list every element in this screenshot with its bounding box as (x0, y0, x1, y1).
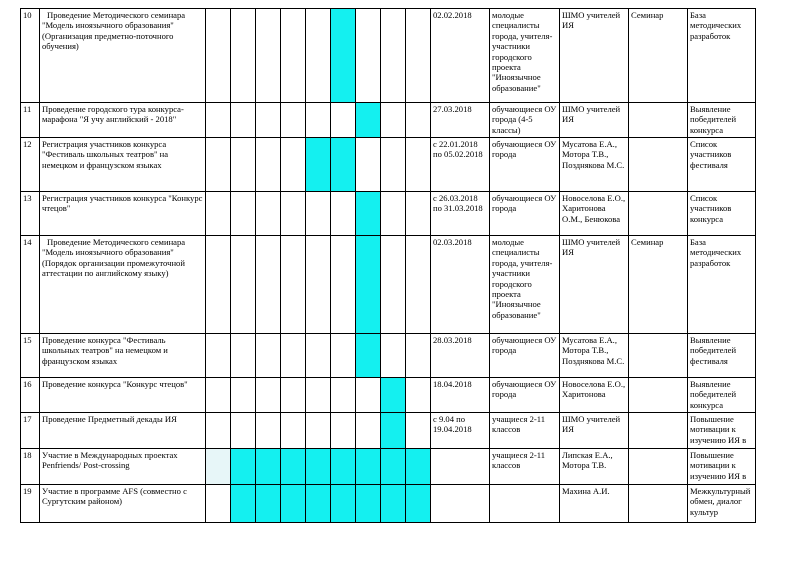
month-cell-4 (281, 9, 306, 103)
month-cell-1 (206, 485, 231, 523)
month-cell-9 (406, 378, 431, 413)
event-date: с 22.01.2018 по 05.02.2018 (431, 138, 490, 192)
event-responsible: Махина А.И. (560, 485, 629, 523)
event-name: Проведение конкурса "Фестиваль школьных театров" на немецком и французском языках (40, 334, 206, 378)
month-cell-7 (356, 485, 381, 523)
month-cell-6 (331, 192, 356, 236)
event-responsible: ШМО учителей ИЯ (560, 9, 629, 103)
month-cell-5 (306, 413, 331, 449)
month-cell-3 (256, 9, 281, 103)
event-form (629, 192, 688, 236)
month-cell-7 (356, 236, 381, 334)
event-result: Список участников конкурса (688, 192, 756, 236)
month-cell-7 (356, 103, 381, 138)
event-participants: молодые специалисты города, учителя-участники городского проекта "Иноязычное образование" (490, 9, 560, 103)
month-cell-3 (256, 138, 281, 192)
month-cell-9 (406, 192, 431, 236)
month-cell-3 (256, 103, 281, 138)
month-cell-4 (281, 334, 306, 378)
event-name: Проведение городского тура конкурса-марафона "Я учу английский - 2018" (40, 103, 206, 138)
month-cell-2 (231, 413, 256, 449)
month-cell-2 (231, 334, 256, 378)
event-participants: обучающиеся ОУ города (4-5 классы) (490, 103, 560, 138)
month-cell-2 (231, 103, 256, 138)
event-date (431, 449, 490, 485)
event-date: 18.04.2018 (431, 378, 490, 413)
event-result: База методических разработок (688, 236, 756, 334)
row-number: 17 (21, 413, 40, 449)
event-participants (490, 485, 560, 523)
month-cell-8 (381, 236, 406, 334)
month-cell-2 (231, 378, 256, 413)
event-result: Выявление победителей конкурса (688, 103, 756, 138)
month-cell-9 (406, 9, 431, 103)
month-cell-3 (256, 485, 281, 523)
month-cell-3 (256, 378, 281, 413)
month-cell-5 (306, 236, 331, 334)
event-form (629, 485, 688, 523)
month-cell-1 (206, 9, 231, 103)
month-cell-1 (206, 192, 231, 236)
event-result: Межкультурный обмен, диалог культур (688, 485, 756, 523)
event-name: Участие в Международных проектах Penfriends/ Post-crossing (40, 449, 206, 485)
month-cell-1 (206, 236, 231, 334)
month-cell-4 (281, 413, 306, 449)
month-cell-5 (306, 449, 331, 485)
event-date: 02.03.2018 (431, 236, 490, 334)
month-cell-7 (356, 138, 381, 192)
event-participants: обучающиеся ОУ города (490, 334, 560, 378)
event-form (629, 334, 688, 378)
event-participants: учащиеся 2-11 классов (490, 449, 560, 485)
event-date: 02.02.2018 (431, 9, 490, 103)
event-responsible: ШМО учителей ИЯ (560, 236, 629, 334)
month-cell-6 (331, 236, 356, 334)
month-cell-2 (231, 485, 256, 523)
event-result: Повышение мотивации к изучению ИЯ в (688, 449, 756, 485)
row-number: 12 (21, 138, 40, 192)
event-result: Список участников фестиваля (688, 138, 756, 192)
event-name: Проведение Методического семинара "Модель иноязычного образования" (Порядок организации промежуточной аттестации по английскому языку) (40, 236, 206, 334)
event-date (431, 485, 490, 523)
month-cell-2 (231, 9, 256, 103)
month-cell-4 (281, 485, 306, 523)
month-cell-1 (206, 138, 231, 192)
month-cell-4 (281, 138, 306, 192)
row-number: 14 (21, 236, 40, 334)
month-cell-8 (381, 449, 406, 485)
table-row (21, 9, 756, 103)
month-cell-4 (281, 236, 306, 334)
row-number: 11 (21, 103, 40, 138)
event-form (629, 449, 688, 485)
table-row (21, 103, 756, 138)
event-result: Повышение мотивации к изучению ИЯ в (688, 413, 756, 449)
table-row (21, 192, 756, 236)
month-cell-7 (356, 413, 381, 449)
event-form (629, 138, 688, 192)
month-cell-5 (306, 378, 331, 413)
table-row (21, 485, 756, 523)
event-responsible: Новоселова Е.О., Харитонова О.М., Бенюкова (560, 192, 629, 236)
row-number: 10 (21, 9, 40, 103)
event-form: Семинар (629, 9, 688, 103)
month-cell-3 (256, 192, 281, 236)
month-cell-1 (206, 378, 231, 413)
month-cell-7 (356, 334, 381, 378)
table-body (21, 9, 756, 523)
month-cell-5 (306, 485, 331, 523)
month-cell-5 (306, 192, 331, 236)
month-cell-1 (206, 413, 231, 449)
event-participants: обучающиеся ОУ города (490, 192, 560, 236)
event-participants: обучающиеся ОУ города (490, 138, 560, 192)
row-number: 19 (21, 485, 40, 523)
month-cell-9 (406, 334, 431, 378)
month-cell-6 (331, 449, 356, 485)
row-number: 15 (21, 334, 40, 378)
month-cell-3 (256, 236, 281, 334)
month-cell-7 (356, 9, 381, 103)
month-cell-2 (231, 192, 256, 236)
month-cell-6 (331, 485, 356, 523)
month-cell-5 (306, 103, 331, 138)
month-cell-8 (381, 378, 406, 413)
table-row (21, 378, 756, 413)
event-responsible: Новоселова Е.О., Харитонова (560, 378, 629, 413)
month-cell-9 (406, 103, 431, 138)
event-form (629, 103, 688, 138)
event-form (629, 378, 688, 413)
month-cell-8 (381, 192, 406, 236)
event-date: 27.03.2018 (431, 103, 490, 138)
event-result: База методических разработок (688, 9, 756, 103)
table-row (21, 236, 756, 334)
month-cell-3 (256, 413, 281, 449)
event-name: Участие в программе AFS (совместно с Сургутским районом) (40, 485, 206, 523)
event-responsible: Мусатова Е.А., Мотора Т.В., Позднякова М.С. (560, 138, 629, 192)
month-cell-1 (206, 103, 231, 138)
month-cell-9 (406, 449, 431, 485)
month-cell-8 (381, 103, 406, 138)
month-cell-4 (281, 103, 306, 138)
event-form (629, 413, 688, 449)
month-cell-2 (231, 449, 256, 485)
month-cell-8 (381, 138, 406, 192)
event-participants: молодые специалисты города, учителя-участники городского проекта "Иноязычное образование" (490, 236, 560, 334)
event-name: Регистрация участников конкурса "Конкурс чтецов" (40, 192, 206, 236)
event-form: Семинар (629, 236, 688, 334)
month-cell-9 (406, 138, 431, 192)
month-cell-7 (356, 378, 381, 413)
month-cell-4 (281, 192, 306, 236)
month-cell-9 (406, 485, 431, 523)
month-cell-2 (231, 236, 256, 334)
month-cell-8 (381, 334, 406, 378)
month-cell-8 (381, 485, 406, 523)
event-responsible: Липская Е.А., Мотора Т.В. (560, 449, 629, 485)
event-responsible: ШМО учителей ИЯ (560, 103, 629, 138)
month-cell-3 (256, 334, 281, 378)
month-cell-5 (306, 334, 331, 378)
event-plan-table (20, 8, 756, 523)
month-cell-5 (306, 9, 331, 103)
month-cell-1 (206, 449, 231, 485)
month-cell-1 (206, 334, 231, 378)
month-cell-7 (356, 192, 381, 236)
event-date: 28.03.2018 (431, 334, 490, 378)
month-cell-6 (331, 138, 356, 192)
month-cell-4 (281, 378, 306, 413)
event-date: с 9.04 по 19.04.2018 (431, 413, 490, 449)
event-result: Выявление победителей конкурса (688, 378, 756, 413)
event-name: Регистрация участников конкурса "Фестиваль школьных театров" на немецком и французском языках (40, 138, 206, 192)
month-cell-6 (331, 413, 356, 449)
month-cell-4 (281, 449, 306, 485)
event-date: с 26.03.2018 по 31.03.2018 (431, 192, 490, 236)
table-row (21, 413, 756, 449)
month-cell-2 (231, 138, 256, 192)
table-row (21, 449, 756, 485)
row-number: 18 (21, 449, 40, 485)
row-number: 16 (21, 378, 40, 413)
table-row (21, 334, 756, 378)
month-cell-6 (331, 103, 356, 138)
row-number: 13 (21, 192, 40, 236)
event-name: Проведение Предметный декады ИЯ (40, 413, 206, 449)
month-cell-6 (331, 378, 356, 413)
event-participants: обучающиеся ОУ города (490, 378, 560, 413)
event-name: Проведение Методического семинара "Модель иноязычного образования" (Организация предметно-поточного обучения) (40, 9, 206, 103)
event-responsible: ШМО учителей ИЯ (560, 413, 629, 449)
month-cell-6 (331, 334, 356, 378)
event-participants: учащиеся 2-11 классов (490, 413, 560, 449)
month-cell-9 (406, 236, 431, 334)
event-responsible: Мусатова Е.А., Мотора Т.В., Позднякова М.С. (560, 334, 629, 378)
event-name: Проведение конкурса "Конкурс чтецов" (40, 378, 206, 413)
month-cell-6 (331, 9, 356, 103)
month-cell-3 (256, 449, 281, 485)
month-cell-8 (381, 9, 406, 103)
table-row (21, 138, 756, 192)
month-cell-9 (406, 413, 431, 449)
event-result: Выявление победителей фестиваля (688, 334, 756, 378)
month-cell-5 (306, 138, 331, 192)
month-cell-8 (381, 413, 406, 449)
month-cell-7 (356, 449, 381, 485)
